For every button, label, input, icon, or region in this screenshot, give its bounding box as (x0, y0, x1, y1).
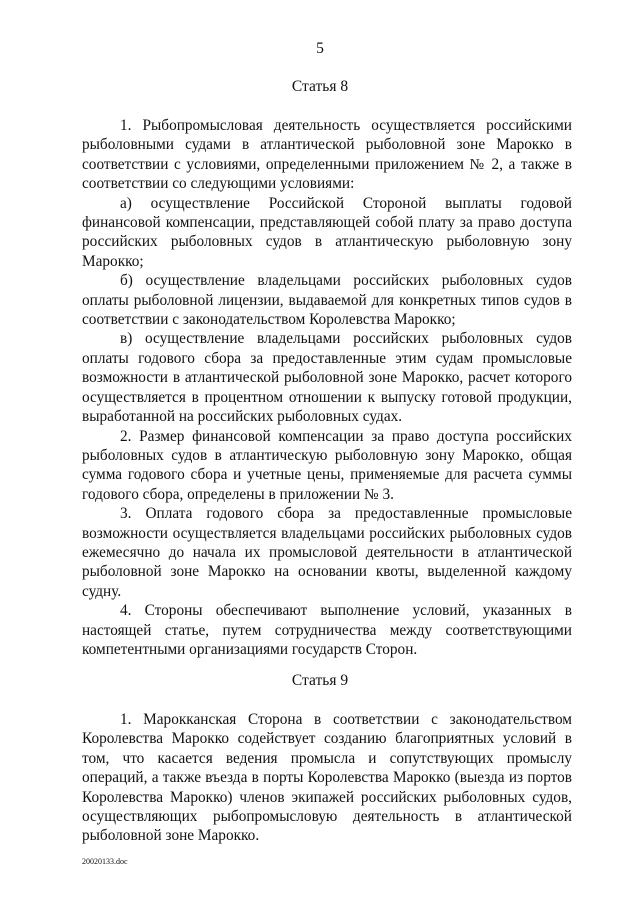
article-8-subparagraph-b: б) осуществление владельцами российских рыболовных судов оплаты рыболовной лицензии, выдаваемой для конкретных типов судов в соответствии с законодательством Королевства Марокко; (82, 272, 572, 329)
article-8-heading: Статья 8 (291, 78, 349, 95)
article-8-paragraph-2: 2. Размер финансовой компенсации за право доступа российских рыболовных судов в атлантическую рыболовную зону Марокко, общая сумма годового сбора и учетные цены, применяемые для расчета суммы годового сбора, определены в приложении № 3. (82, 427, 572, 503)
article-9-body (82, 710, 572, 846)
article-8-subparagraph-a: а) осуществление Российской Стороной выплаты годовой финансовой компенсации, представляющей собой плату за право доступа российских рыболовных судов в атлантическую рыболовную зону Марокко; (82, 194, 572, 270)
article-9-heading: Статья 9 (291, 672, 349, 689)
article-8-subparagraph-c: в) осуществление владельцами российских рыболовных судов оплаты годового сбора за предоставленные этим судам промысловые возможности в атлантической рыболовной зоне Марокко, расчет которого осуществляется в процентном отношении к выпуску готовой продукции, выработанной на российских рыболовных судах. (82, 330, 572, 426)
article-9-paragraph-1: 1. Марокканская Сторона в соответствии с законодательством Королевства Марокко содействует созданию благоприятных условий в том, что касается ведения промысла и сопутствующих промыслу операций, а также въезда в порты Королевства Марокко (выезда из портов Королевства Марокко) членов экипажей российских рыболовных судов, осуществляющих рыбопромысловую деятельность в атлантической рыболовной зоне Марокко. (82, 711, 572, 845)
article-8-paragraph-1: 1. Рыбопромысловая деятельность осуществляется российскими рыболовными судами в атлантической рыболовной зоне Марокко в соответствии с условиями, определенными приложением № 2, а также в соответствии со следующими условиями: (82, 117, 572, 193)
article-8-paragraph-3: 3. Оплата годового сбора за предоставленные промысловые возможности осуществляется владельцами российских рыболовных судов ежемесячно до начала их промысловой деятельности в атлантической рыболовной зоне Марокко на основании квоты, выделенной каждому судну. (82, 505, 572, 600)
footer-filename: 20020133.doc (82, 857, 128, 866)
page-number: 5 (316, 40, 324, 57)
article-8-body (82, 116, 572, 659)
article-8-paragraph-4: 4. Стороны обеспечивают выполнение условий, указанных в настоящей статье, путем сотрудничества между соответствующими компетентными организациями государств Сторон. (82, 602, 572, 658)
